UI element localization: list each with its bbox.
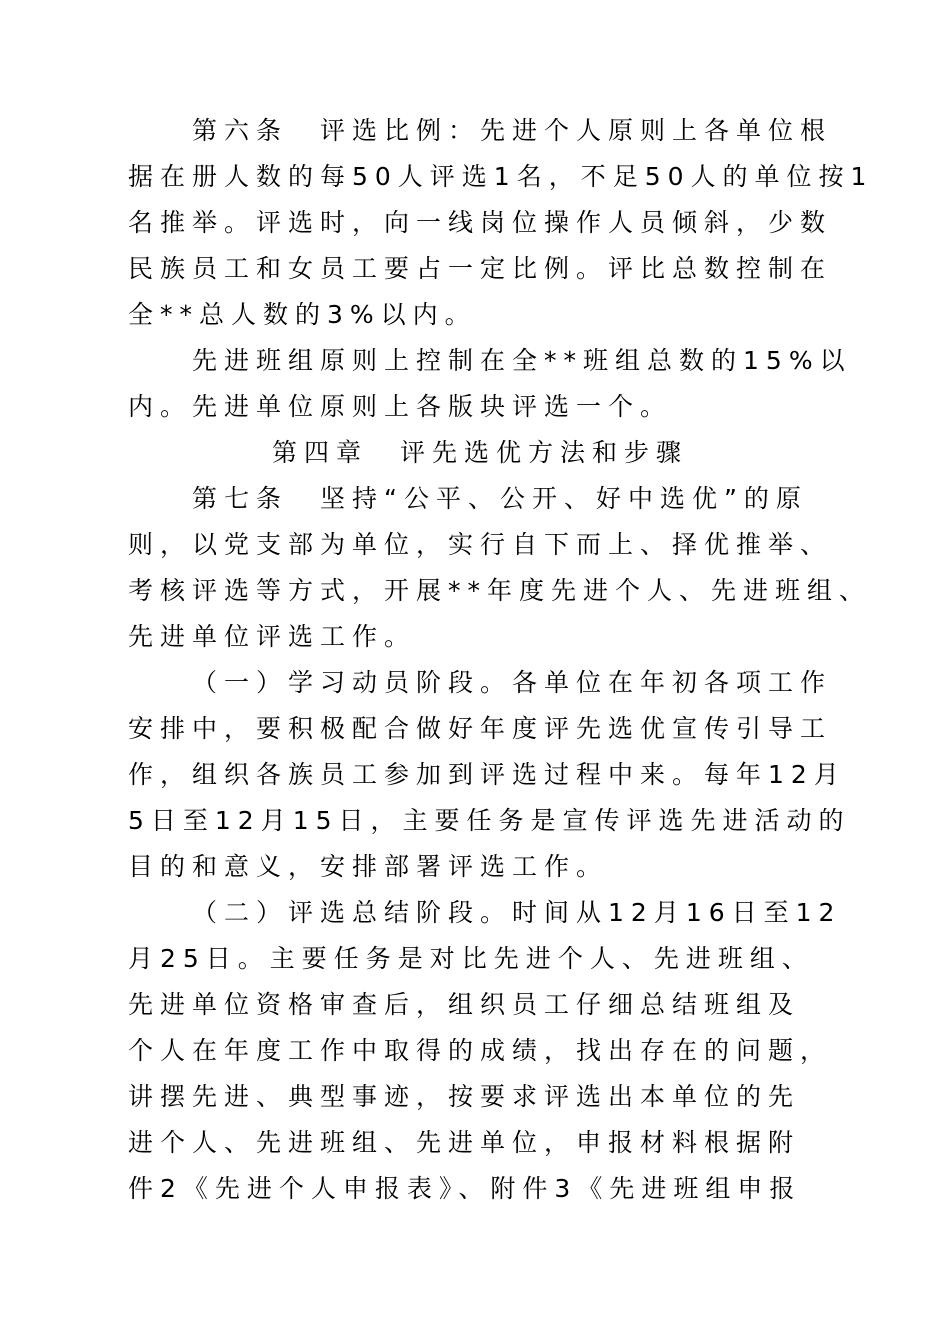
paragraph-stage-2-line-3: 先进单位资格审查后，组织员工仔细总结班组及 (128, 990, 801, 1019)
paragraph-stage-2-line-4: 个人在年度工作中取得的成绩，找出存在的问题， (128, 1036, 833, 1065)
paragraph-article-6-line-5: 全**总人数的3%以内。 (128, 300, 477, 329)
paragraph-article-7-line-1: 第七条 坚持“公平、公开、好中选优”的原 (192, 484, 808, 513)
paragraph-stage-2-line-6: 进个人、先进班组、先进单位，申报材料根据附 (128, 1128, 801, 1157)
paragraph-stage-2-line-1: （二）评选总结阶段。时间从12月16日至12 (192, 898, 842, 927)
paragraph-stage-1-line-1: （一）学习动员阶段。各单位在年初各项工作 (192, 668, 833, 697)
paragraph-stage-2-line-2: 月25日。主要任务是对比先进个人、先进班组、 (128, 944, 814, 973)
paragraph-article-6-line-3: 名推举。评选时，向一线岗位操作人员倾斜，少数 (128, 208, 833, 237)
paragraph-stage-1-line-5: 目的和意义，安排部署评选工作。 (128, 852, 609, 881)
chapter-heading: 第四章 评先选优方法和步骤 (272, 438, 689, 467)
paragraph-article-6-line-4: 民族员工和女员工要占一定比例。评比总数控制在 (128, 254, 833, 283)
paragraph-stage-1-line-3: 作，组织各族员工参加到评选过程中来。每年12月 (128, 760, 846, 789)
paragraph-article-7-line-4: 先进单位评选工作。 (128, 622, 417, 651)
paragraph-stage-1-line-4: 5日至12月15日，主要任务是宣传评选先进活动的 (128, 806, 851, 835)
paragraph-team-line-1: 先进班组原则上控制在全**班组总数的15%以 (192, 346, 852, 375)
paragraph-article-7-line-2: 则，以党支部为单位，实行自下而上、择优推举、 (128, 530, 833, 559)
paragraph-article-6-line-1: 第六条 评选比例：先进个人原则上各单位根 (192, 116, 833, 145)
paragraph-article-6-line-2: 据在册人数的每50人评选1名，不足50人的单位按1 (128, 162, 874, 191)
paragraph-stage-2-line-5: 讲摆先进、典型事迹，按要求评选出本单位的先 (128, 1082, 801, 1111)
paragraph-team-line-2: 内。先进单位原则上各版块评选一个。 (128, 392, 673, 421)
paragraph-article-7-line-3: 考核评选等方式，开展**年度先进个人、先进班组、 (128, 576, 872, 605)
paragraph-stage-1-line-2: 安排中，要积极配合做好年度评先选优宣传引导工 (128, 714, 833, 743)
paragraph-stage-2-line-7: 件2《先进个人申报表》、附件3《先进班组申报 (128, 1174, 802, 1203)
